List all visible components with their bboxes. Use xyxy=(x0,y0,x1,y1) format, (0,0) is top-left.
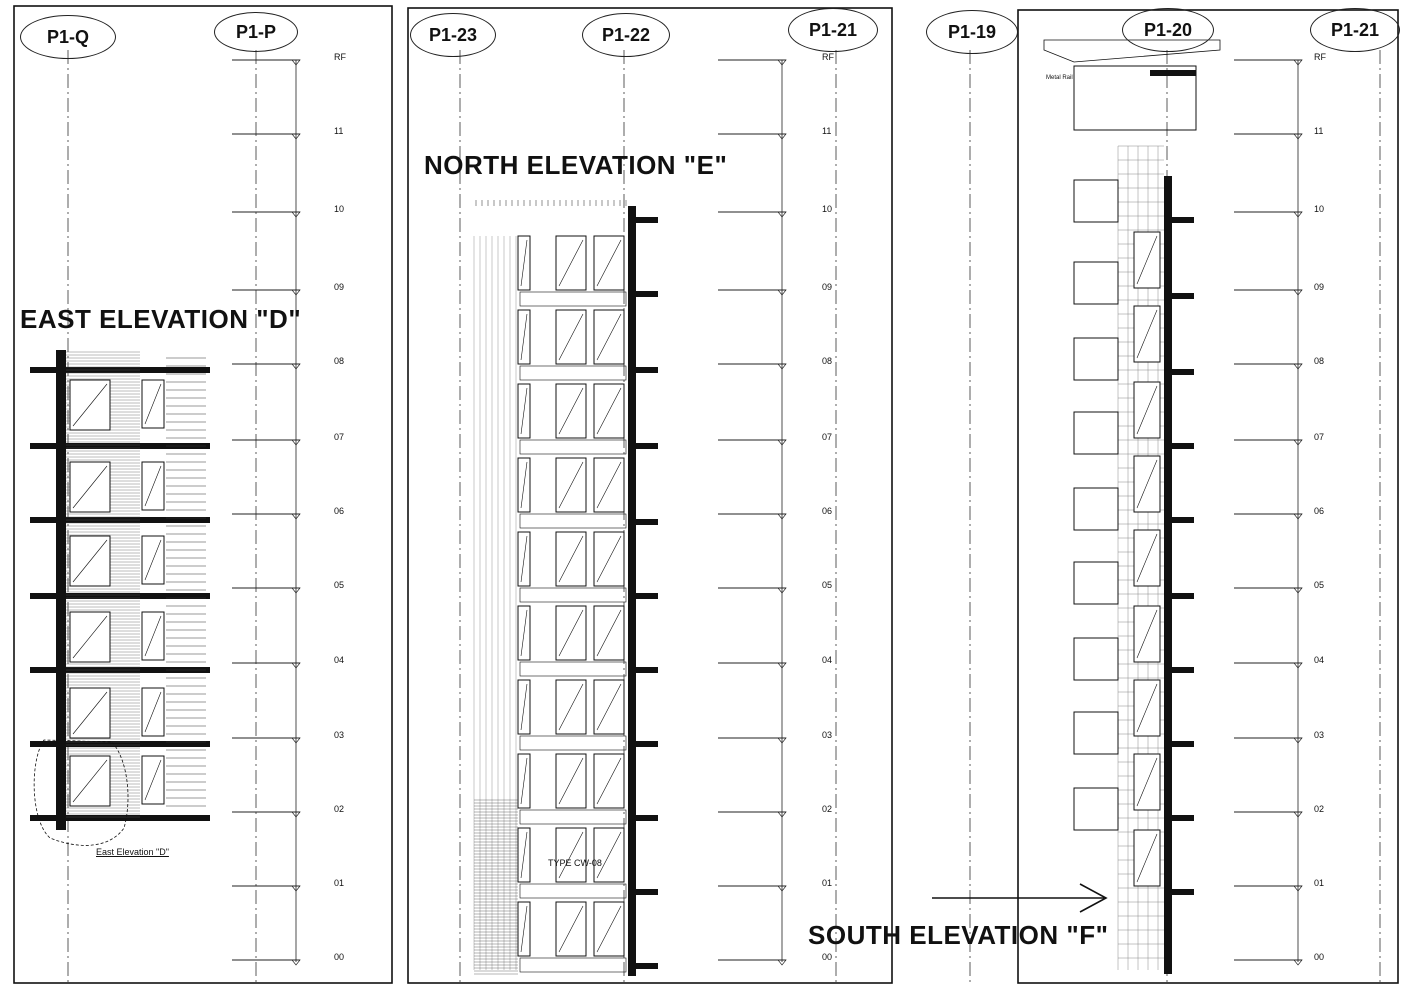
east-structural-column xyxy=(56,350,66,830)
south-balcony xyxy=(1074,338,1118,380)
level-label: 06 xyxy=(1314,506,1325,516)
level-label: 11 xyxy=(1314,126,1324,136)
north-elevation-title: NORTH ELEVATION "E" xyxy=(424,150,728,180)
grid-bubble-p1-19: P1-19 xyxy=(926,10,1018,54)
south-slab-edge xyxy=(1164,217,1194,223)
level-label: 11 xyxy=(822,126,832,136)
level-label: 10 xyxy=(822,204,833,214)
level-label: 04 xyxy=(334,655,345,665)
level-label: 11 xyxy=(334,126,344,136)
south-slab-edge xyxy=(1164,889,1194,895)
north-slab-edge xyxy=(628,667,658,673)
north-spandrel-panel xyxy=(520,736,626,750)
grid-bubble-p1-q: P1-Q xyxy=(20,15,116,59)
level-label: RF xyxy=(334,52,346,62)
level-label: 08 xyxy=(822,356,833,366)
metal-rail-note: Metal Rail xyxy=(1046,75,1073,81)
south-slab-edge xyxy=(1164,517,1194,523)
level-label: 06 xyxy=(334,506,345,516)
south-slab-edge xyxy=(1164,667,1194,673)
south-balcony xyxy=(1074,638,1118,680)
grid-bubble-p1-21-south: P1-21 xyxy=(1310,8,1400,52)
north-structural-column xyxy=(628,206,636,976)
level-label: RF xyxy=(822,52,834,62)
level-label: 00 xyxy=(334,952,345,962)
north-slab-edge xyxy=(628,963,658,969)
north-spandrel-panel xyxy=(520,440,626,454)
level-label: 10 xyxy=(1314,204,1325,214)
level-label: 02 xyxy=(1314,804,1325,814)
north-slab-edge xyxy=(628,519,658,525)
south-balcony xyxy=(1074,488,1118,530)
north-spandrel-panel xyxy=(520,514,626,528)
level-label: 03 xyxy=(822,730,833,740)
grid-bubble-p1-21-north: P1-21 xyxy=(788,8,878,52)
north-slab-edge xyxy=(628,291,658,297)
north-slab-edge xyxy=(628,593,658,599)
level-label: 05 xyxy=(822,580,833,590)
level-label: 07 xyxy=(822,432,833,442)
south-slab-edge xyxy=(1164,369,1194,375)
south-slab-edge xyxy=(1164,741,1194,747)
level-label: 06 xyxy=(822,506,833,516)
north-spandrel-panel xyxy=(520,366,626,380)
north-spandrel-panel xyxy=(520,588,626,602)
level-label: 05 xyxy=(1314,580,1325,590)
level-label: 10 xyxy=(334,204,345,214)
level-label: 00 xyxy=(822,952,833,962)
north-slab-edge xyxy=(628,443,658,449)
north-spandrel-panel xyxy=(520,884,626,898)
north-slab-edge xyxy=(628,217,658,223)
south-slab-edge xyxy=(1164,815,1194,821)
grid-bubble-p1-22: P1-22 xyxy=(582,13,670,57)
north-slab-edge xyxy=(628,815,658,821)
level-label: 04 xyxy=(822,655,833,665)
grid-bubble-p1-20: P1-20 xyxy=(1122,8,1214,52)
north-slab-edge xyxy=(628,889,658,895)
south-roof-slab xyxy=(1150,70,1196,76)
level-label: RF xyxy=(1314,52,1326,62)
south-elevation-title: SOUTH ELEVATION "F" xyxy=(808,920,1109,950)
north-spandrel-panel xyxy=(520,810,626,824)
south-slab-edge xyxy=(1164,593,1194,599)
east-elevation-caption: East Elevation "D" xyxy=(96,847,169,857)
level-label: 09 xyxy=(822,282,833,292)
level-label: 02 xyxy=(822,804,833,814)
level-label: 09 xyxy=(1314,282,1325,292)
north-spandrel-panel xyxy=(520,958,626,972)
east-slab-edge xyxy=(30,815,210,821)
level-label: 05 xyxy=(334,580,345,590)
south-slab-edge xyxy=(1164,443,1194,449)
south-balcony xyxy=(1074,562,1118,604)
north-spandrel-panel xyxy=(520,662,626,676)
pointer-arrow xyxy=(932,884,1106,912)
level-label: 07 xyxy=(1314,432,1325,442)
level-label: 00 xyxy=(1314,952,1325,962)
level-label: 08 xyxy=(1314,356,1325,366)
level-label: 02 xyxy=(334,804,345,814)
level-label: 04 xyxy=(1314,655,1325,665)
grid-bubble-p1-23: P1-23 xyxy=(410,13,496,57)
south-balcony xyxy=(1074,712,1118,754)
level-label: 09 xyxy=(334,282,345,292)
south-balcony xyxy=(1074,788,1118,830)
south-balcony xyxy=(1074,180,1118,222)
south-slab-edge xyxy=(1164,293,1194,299)
level-label: 01 xyxy=(1314,878,1325,888)
south-balcony xyxy=(1074,262,1118,304)
level-label: 08 xyxy=(334,356,345,366)
grid-bubble-p1-p: P1-P xyxy=(214,12,298,52)
south-balcony xyxy=(1074,412,1118,454)
level-label: 01 xyxy=(822,878,833,888)
level-label: 03 xyxy=(334,730,345,740)
grid-lines xyxy=(68,50,1380,982)
east-elevation-title: EAST ELEVATION "D" xyxy=(20,304,302,334)
level-label: 07 xyxy=(334,432,345,442)
north-slab-edge xyxy=(628,367,658,373)
type-cw-note: TYPE CW-08 xyxy=(548,858,602,868)
level-label: 03 xyxy=(1314,730,1325,740)
level-label: 01 xyxy=(334,878,345,888)
north-slab-edge xyxy=(628,741,658,747)
north-spandrel-panel xyxy=(520,292,626,306)
